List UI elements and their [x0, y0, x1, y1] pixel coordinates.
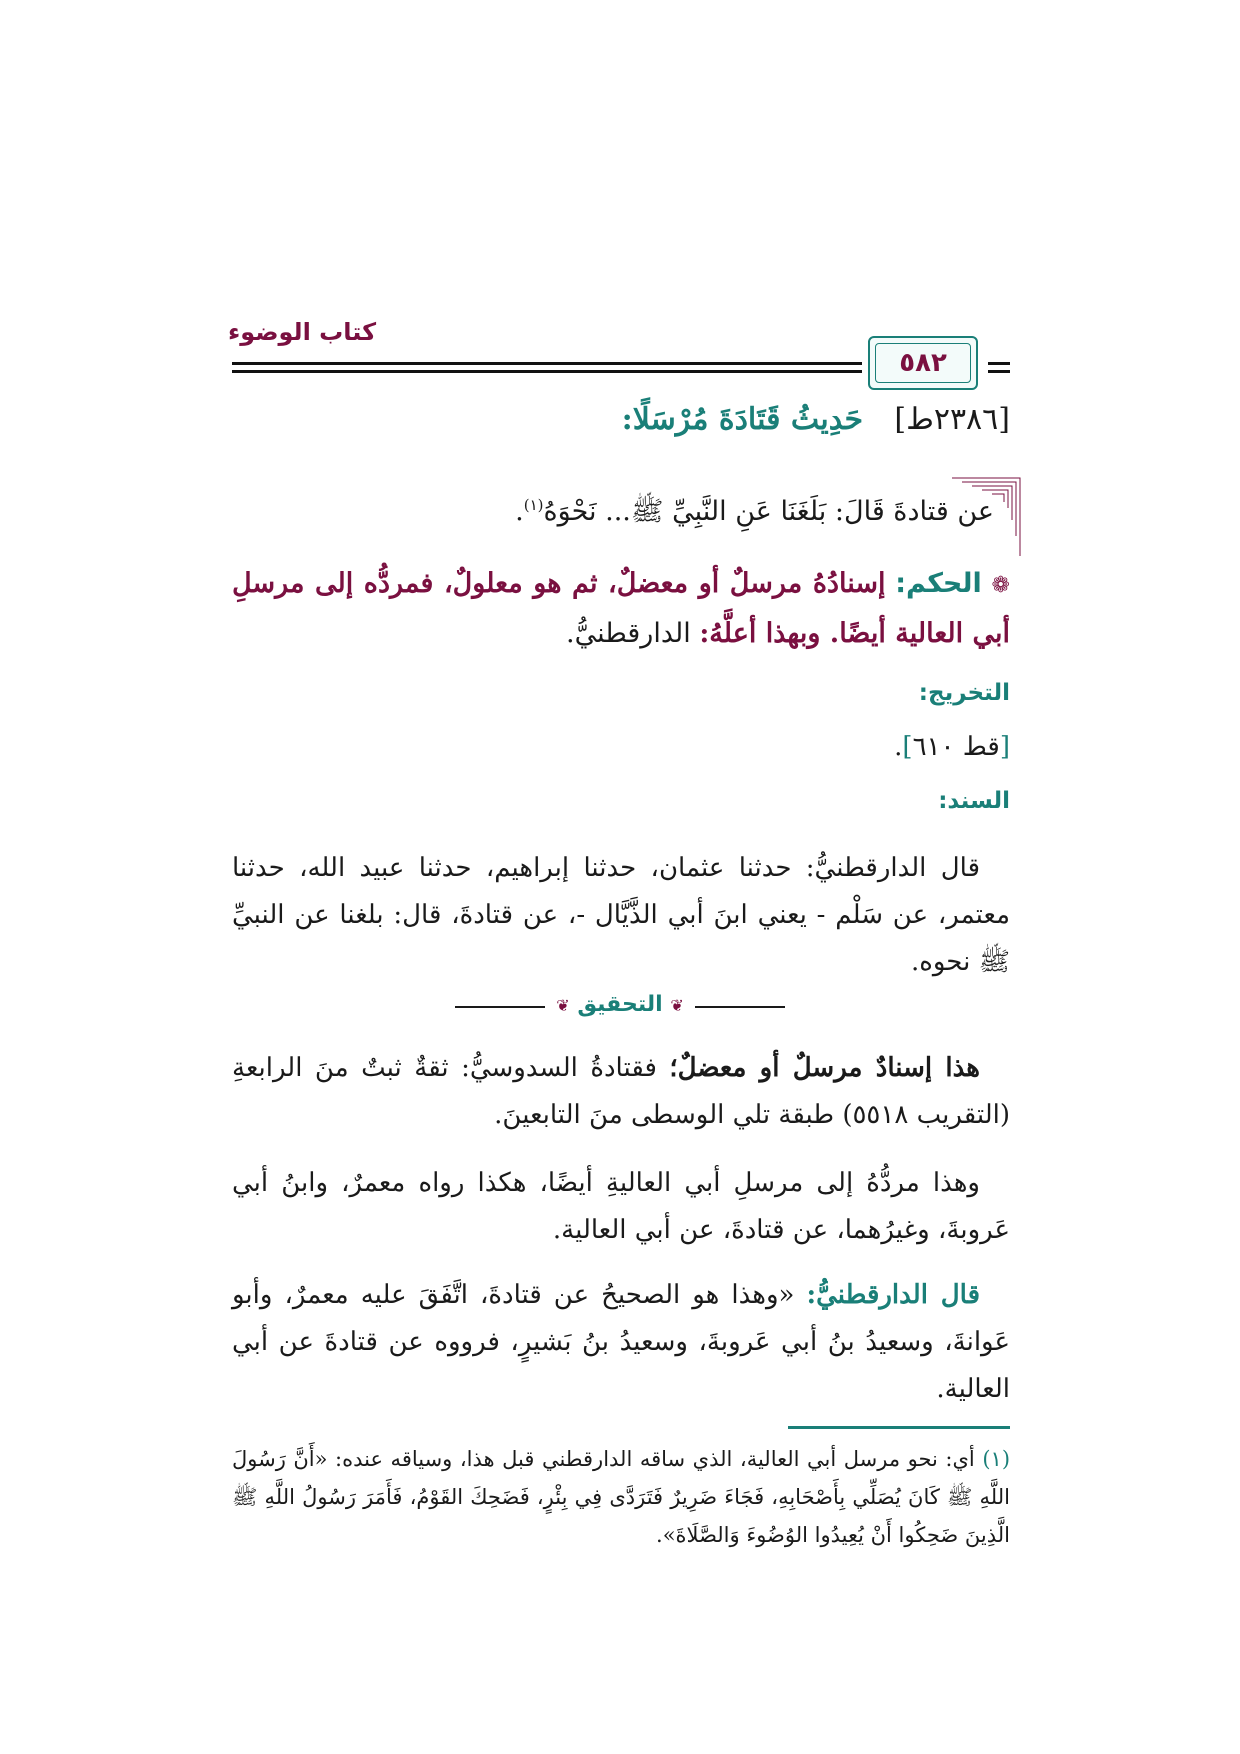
- divider-ornament-icon: ❦: [556, 996, 570, 1015]
- footnote-text: أي: نحو مرسل أبي العالية، الذي ساقه الدارقطني قبل هذا، وسياقه عنده: «أَنَّ رَسُولَ اللَّهِ ﷺ كَانَ يُصَلِّي بِأَصْحَابِهِ، فَجَاءَ ضَرِيرٌ فَتَرَدَّى فِي بِئْرٍ، فَضَحِكَ القَوْمُ، فَأَمَرَ رَسُولُ اللَّهِ ﷺ الَّذِينَ ضَحِكُوا أَنْ يُعِيدُوا الوُضُوءَ وَالصَّلَاةَ».: [232, 1447, 1010, 1547]
- matn-block: [300, 476, 1022, 556]
- tahqiq-p3-label: قال الدارقطنيُّ:: [806, 1280, 980, 1310]
- tahqiq-p1-bold: هذا إسنادٌ مرسلٌ أو معضلٌ؛: [669, 1053, 980, 1083]
- divider-ornament-icon: ❦: [670, 996, 684, 1015]
- matn-text: [304, 494, 994, 534]
- flower-ornament-icon: ❁: [991, 573, 1010, 598]
- takhrij-label: التخريج:: [918, 680, 1010, 706]
- bracket-close: ]: [902, 732, 913, 762]
- ruling-block: [232, 560, 1010, 658]
- sanad-paragraph: قال الدارقطنيُّ: حدثنا عثمان، حدثنا إبراهيم، حدثنا عبيد الله، حدثنا معتمر، عن سَلْم - يعني ابنَ أبي الذَّيَّال -، عن قتادةَ، قال: بلغنا عن النبيِّ ﷺ نحوه.: [232, 853, 1010, 977]
- sanad-label: السند:: [938, 788, 1010, 814]
- header-rule-right-bottom: [988, 370, 1010, 373]
- tahqiq-heading: [455, 992, 785, 1017]
- header-rule-top: [232, 362, 862, 365]
- ruling-plain-text: الدارقطنيُّ.: [566, 618, 691, 649]
- tahqiq-p3-text: «وهذا هو الصحيحُ عن قتادةَ، اتَّفَقَ عليه معمرٌ، وأبو عَوانةَ، وسعيدُ بنُ أبي عَروبةَ، وسعيدُ بنُ بَشيرٍ، فرووه عن قتادةَ عن أبي العالية.: [232, 1280, 1010, 1404]
- header-rule-right-top: [988, 362, 1010, 365]
- header-rule-bottom: [232, 370, 862, 373]
- book-title: كتاب الوضوء: [228, 318, 377, 346]
- matn-end: .: [515, 496, 524, 527]
- footnote-ref[interactable]: (١): [523, 496, 544, 514]
- takhrij-reference: [894, 732, 1010, 762]
- tahqiq-paragraph-2: وهذا مردُّهُ إلى مرسلِ أبي العاليةِ أيضًا، هكذا رواه معمرٌ، وابنُ أبي عَروبةَ، وغيرُهما، عن قتادةَ، عن أبي العالية.: [232, 1168, 1010, 1245]
- hadith-title: حَدِيثُ قَتَادَةَ مُرْسَلًا:: [621, 402, 864, 437]
- bracket-open: [: [999, 732, 1010, 762]
- tahqiq-paragraph-3: [232, 1272, 1010, 1413]
- hadith-heading: [470, 402, 1010, 437]
- takhrij-end: .: [894, 732, 903, 762]
- footnote-number: (١): [982, 1447, 1011, 1471]
- tahqiq-p1-text: فقتادةُ السدوسيُّ: ثقةٌ ثبتٌ منَ الرابعةِ (التقريب ٥٥١٨) طبقة تلي الوسطى منَ التابعينَ.: [232, 1053, 1010, 1130]
- footnote: [232, 1440, 1010, 1554]
- tahqiq-paragraph-1: [232, 1045, 1010, 1139]
- ruling-label: الحكم:: [895, 568, 982, 599]
- matn-body: عن قتادةَ قَالَ: بَلَغَنَا عَنِ النَّبِيِّ ﷺ... نَحْوَهُ: [543, 496, 994, 527]
- tahqiq-title: التحقيق: [577, 992, 663, 1017]
- takhrij-ref-text: قط ٦١٠: [912, 732, 1000, 762]
- page-number-frame: [868, 336, 978, 390]
- tahqiq-divider: [455, 992, 785, 1022]
- footnote-rule: [788, 1426, 1010, 1429]
- page-number: ٥٨٢: [875, 343, 971, 383]
- hadith-number: [٢٣٨٦ط]: [894, 402, 1010, 437]
- ruling-bold-text: إسنادُهُ مرسلٌ أو معضلٌ، ثم هو معلولٌ، فمردُّه إلى مرسلِ أبي العالية أيضًا. وبهذا أعلَّهُ:: [232, 568, 1010, 649]
